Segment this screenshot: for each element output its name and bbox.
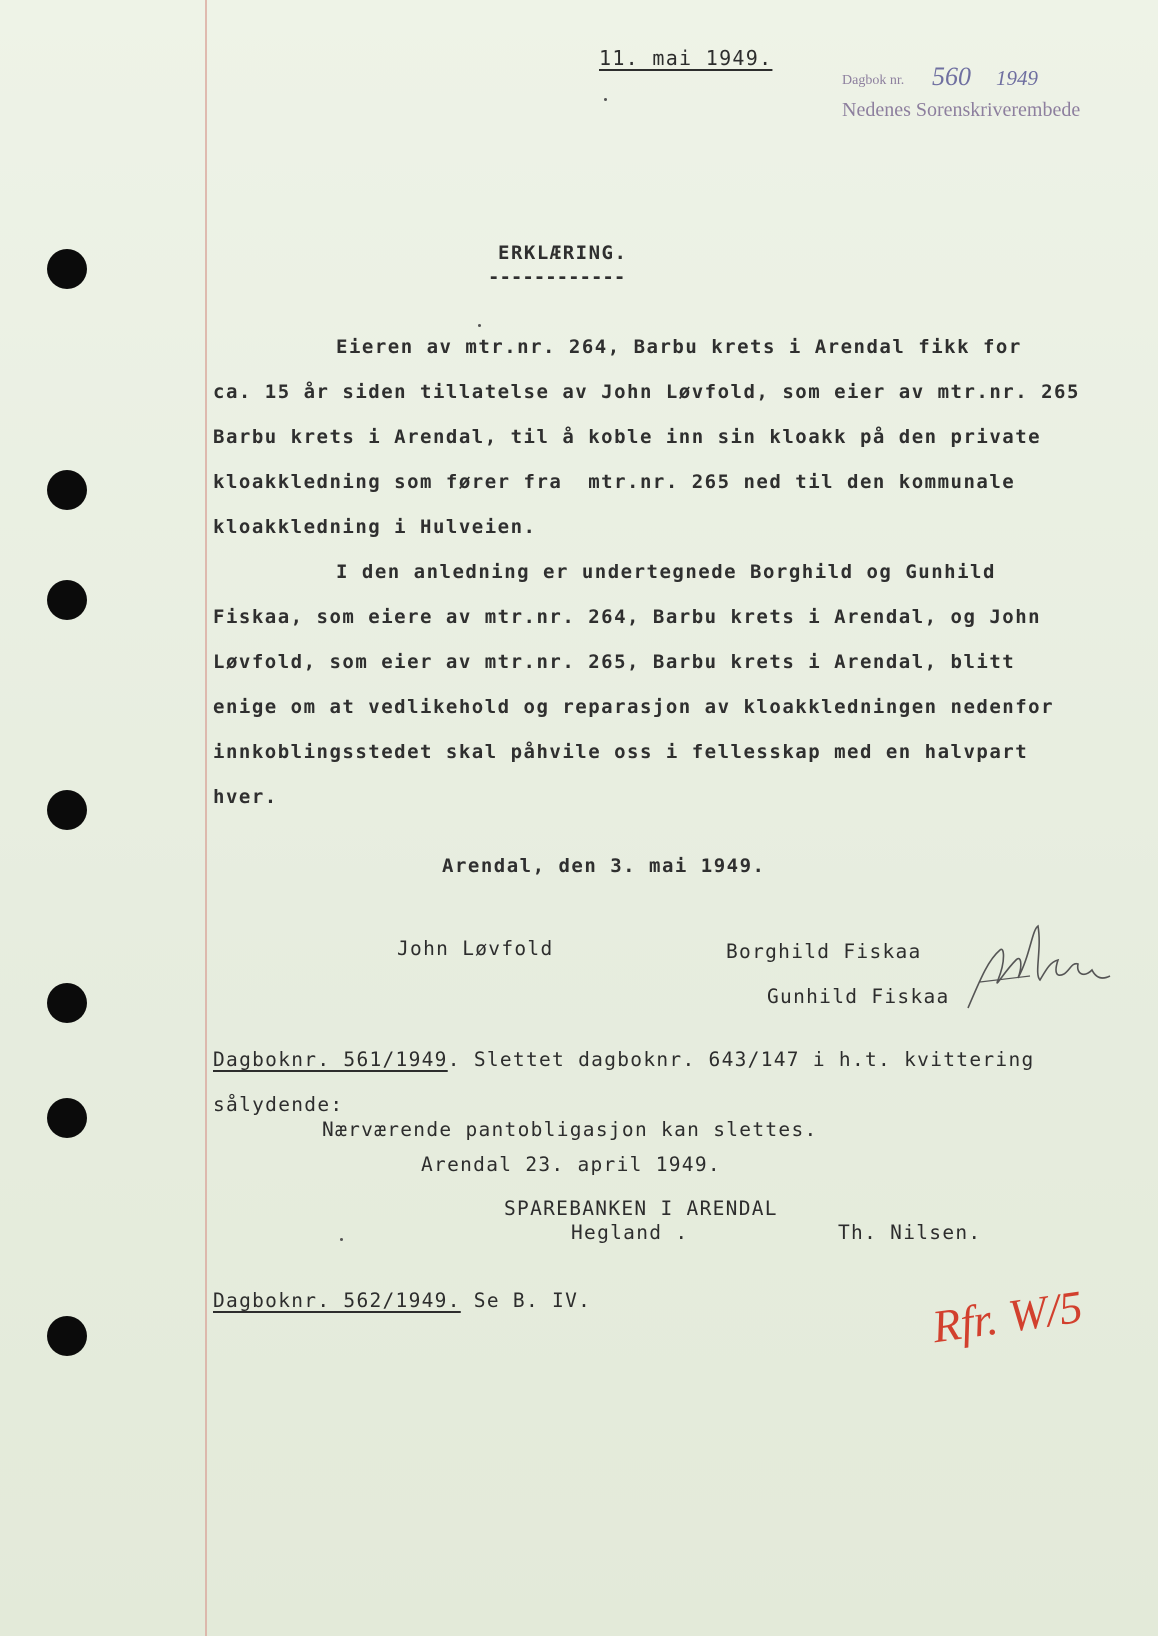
- entry-561-line-3: Nærværende pantobligasjon kan slettes.: [322, 1118, 818, 1141]
- ink-speck: [340, 1238, 343, 1241]
- ink-speck: [478, 324, 481, 327]
- entry-562-line: [213, 1289, 591, 1312]
- signature-gunhild-fiskaa: Gunhild Fiskaa: [767, 985, 950, 1008]
- punch-hole: [47, 1316, 87, 1356]
- stamp-office: Nedenes Sorenskriverembede: [842, 99, 1081, 121]
- paragraph-1-line-5: kloakkledning i Hulveien.: [213, 516, 537, 538]
- entry-561-bank: SPAREBANKEN I ARENDAL: [504, 1197, 778, 1220]
- paragraph-2-line-4: enige om at vedlikehold og reparasjon av kloakkledningen nedenfor: [213, 696, 1055, 718]
- place-date: Arendal, den 3. mai 1949.: [442, 855, 766, 877]
- margin-rule: [205, 0, 207, 1636]
- header-date: 11. mai 1949.: [599, 46, 773, 70]
- paragraph-2-line-5: innkoblingsstedet skal påhvile oss i fellesskap med en halvpart: [213, 741, 1029, 763]
- punch-hole: [47, 790, 87, 830]
- entry-561-line-2: sålydende:: [213, 1093, 344, 1116]
- entry-562-text: Se B. IV.: [460, 1289, 592, 1312]
- entry-561-reference: Dagboknr. 561/1949: [213, 1048, 448, 1071]
- document-title: ERKLÆRING.: [498, 242, 628, 264]
- punch-hole: [47, 983, 87, 1023]
- paragraph-1-line-1: Eieren av mtr.nr. 264, Barbu krets i Arendal fikk for: [336, 336, 1022, 358]
- paragraph-2-line-1: I den anledning er undertegnede Borghild og Gunhild: [336, 561, 996, 583]
- entry-561-sign-nilsen: Th. Nilsen.: [838, 1221, 982, 1244]
- stamp-dagbok-number: 560: [932, 62, 971, 91]
- punch-hole: [47, 470, 87, 510]
- paragraph-2-line-6: hver.: [213, 786, 278, 808]
- punch-hole: [47, 1098, 87, 1138]
- paragraph-1-line-2: ca. 15 år siden tillatelse av John Løvfold, som eier av mtr.nr. 265: [213, 381, 1080, 403]
- stamp-dagbok-label: Dagbok nr.: [842, 73, 905, 88]
- paragraph-2-line-2: Fiskaa, som eiere av mtr.nr. 264, Barbu krets i Arendal, og John: [213, 606, 1042, 628]
- punch-hole: [47, 249, 87, 289]
- handwritten-signature-icon: [960, 920, 1120, 1020]
- paragraph-1-line-3: Barbu krets i Arendal, til å koble inn sin kloakk på den private: [213, 426, 1042, 448]
- signature-john-lovfold: John Løvfold: [397, 937, 554, 960]
- ink-speck: [604, 98, 607, 101]
- title-underline: ------------: [488, 266, 626, 288]
- entry-561-line-1: [213, 1048, 1035, 1071]
- punch-hole: [47, 580, 87, 620]
- entry-561-text: . Slettet dagboknr. 643/147 i h.t. kvittering: [447, 1048, 1035, 1071]
- paragraph-2-line-3: Løvfold, som eier av mtr.nr. 265, Barbu krets i Arendal, blitt: [213, 651, 1016, 673]
- entry-561-sign-hegland: Hegland .: [571, 1221, 689, 1244]
- paragraph-1-line-4: kloakkledning som fører fra mtr.nr. 265 ned til den kommunale: [213, 471, 1016, 493]
- stamp-year: 1949: [996, 66, 1038, 90]
- signature-borghild-fiskaa: Borghild Fiskaa: [726, 940, 922, 963]
- entry-561-line-4: Arendal 23. april 1949.: [421, 1153, 721, 1176]
- red-annotation: Rfr. W/5: [929, 1280, 1086, 1353]
- entry-562-reference: Dagboknr. 562/1949.: [213, 1289, 461, 1312]
